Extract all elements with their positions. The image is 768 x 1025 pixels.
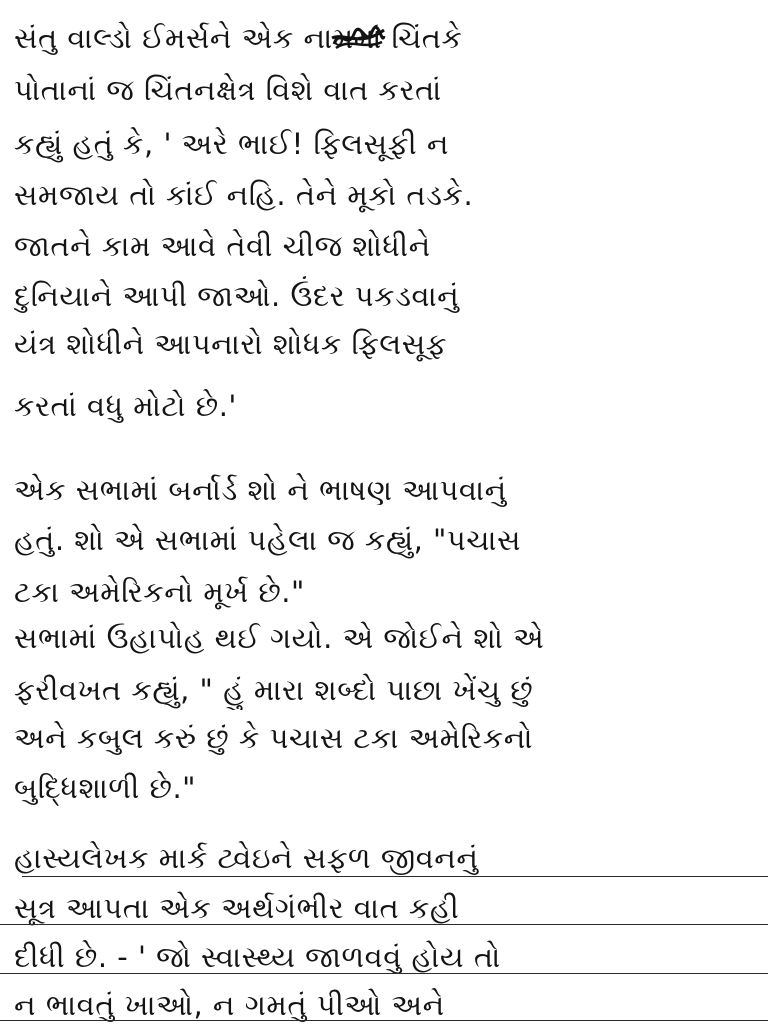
text-line: યંત્ર શોધીને આપનારો શોધક ફિલસૂફ xyxy=(14,327,447,361)
text-line: અને કબુલ કરું છું કે પચાસ ટકા અમેરિકનો xyxy=(14,721,534,755)
text-line: પોતાનાં જ ચિંતનક્ષેત્ર વિશે વાત કરતાં xyxy=(14,73,442,107)
ruled-line xyxy=(22,876,768,877)
text-line: હાસ્યલેખક માર્ક ટ્વેઇને સફળ જીવનનું xyxy=(14,841,479,875)
text-line: દુનિયાને આપી જાઓ. ઉંદર પકડવાનું xyxy=(14,279,460,313)
text-line: ફરીવખત કહ્યું, " હું મારા શબ્દો પાછા ખેંચુ છું xyxy=(14,673,534,707)
text-line: સમજાય તો કાંઈ નહિ. તેને મૂકો તડકે. xyxy=(14,178,474,212)
text-line: કરતાં વધુ મોટો છે.' xyxy=(14,389,237,423)
text-line: હતું. શો એ સભામાં પહેલા જ કહ્યું, "પચાસ xyxy=(14,523,522,557)
text-line: ટકા અમેરિકનો મૂર્ખ છે." xyxy=(14,575,305,609)
text-line: સભામાં ઉહાપોહ થઈ ગયો. એ જોઈને શો એ xyxy=(14,621,545,655)
text-line: એક સભામાં બર્નાર્ડ શો ને ભાષણ આપવાનું xyxy=(14,473,507,507)
ruled-line xyxy=(0,973,768,974)
text-line: સંતુ વાલ્ડો ઈમર્સને એક નામમાં ચિંતકે xyxy=(14,21,463,55)
text-line: સૂત્ર આપતા એક અર્થગંભીર વાત કહી xyxy=(14,891,460,925)
text-line: બુદ્ધિશાળી છે." xyxy=(14,771,197,805)
text-line: દીધી છે. - ' જો સ્વાસ્થ્ય જાળવવું હોય તો xyxy=(14,940,501,974)
ruled-line xyxy=(0,924,768,925)
text-line: જાતને કામ આવે તેવી ચીજ શોધીને xyxy=(14,229,431,263)
text-line: કહ્યું હતું કે, ' અરે ભાઈ! ફિલસૂફી ન xyxy=(14,127,449,161)
text-line: ન ભાવતું ખાઓ, ન ગમતું પીઓ અને xyxy=(14,988,445,1022)
ruled-line xyxy=(0,1020,768,1021)
